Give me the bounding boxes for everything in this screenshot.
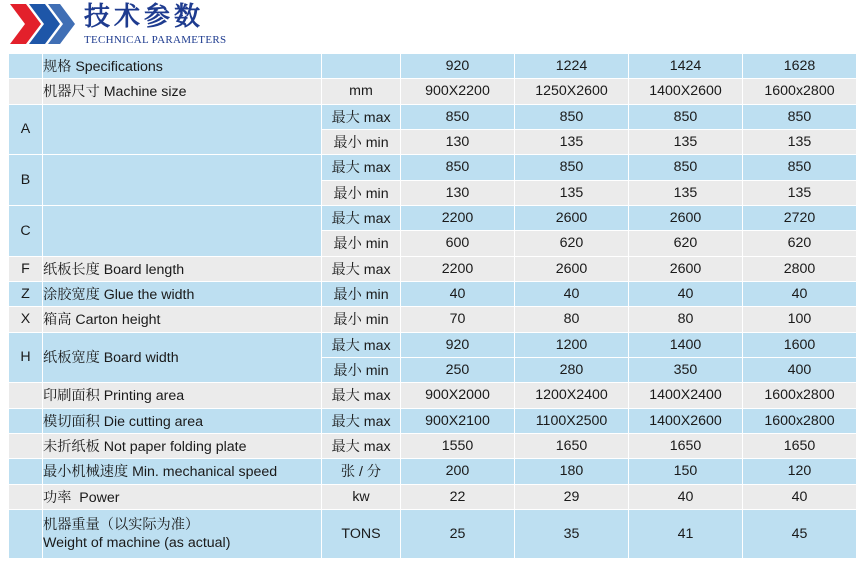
row-value: 40 <box>743 484 857 509</box>
table-row <box>9 433 857 458</box>
row-value: 80 <box>515 307 629 332</box>
row-value: 1600x2800 <box>743 79 857 104</box>
row-value: 1628 <box>743 54 857 79</box>
row-code <box>9 459 43 484</box>
table-row <box>9 408 857 433</box>
row-value: 40 <box>629 484 743 509</box>
row-value: 25 <box>401 509 515 558</box>
row-value: 80 <box>629 307 743 332</box>
row-value: 1600x2800 <box>743 383 857 408</box>
row-name: 涂胶宽度 Glue the width <box>43 281 322 306</box>
header <box>0 0 860 52</box>
row-code <box>9 383 43 408</box>
row-name: 箱高 Carton height <box>43 307 322 332</box>
row-value: 100 <box>743 307 857 332</box>
row-value: 41 <box>629 509 743 558</box>
row-value: 2600 <box>515 256 629 281</box>
row-value: 1600 <box>743 332 857 357</box>
row-code: Z <box>9 281 43 306</box>
row-unit: 最大 max <box>322 205 401 230</box>
row-name <box>43 155 322 206</box>
row-value: 1550 <box>401 433 515 458</box>
brand-chevron-logo <box>10 4 76 44</box>
row-value: 1400X2600 <box>629 79 743 104</box>
row-value: 600 <box>401 231 515 256</box>
row-value: 2200 <box>401 256 515 281</box>
row-value: 850 <box>743 155 857 180</box>
row-value: 2600 <box>515 205 629 230</box>
row-value: 1424 <box>629 54 743 79</box>
row-value: 1100X2500 <box>515 408 629 433</box>
row-value: 40 <box>515 281 629 306</box>
row-value: 850 <box>515 155 629 180</box>
row-name <box>43 104 322 155</box>
row-value: 135 <box>515 129 629 154</box>
row-unit: 最小 min <box>322 129 401 154</box>
row-code <box>9 79 43 104</box>
row-code <box>9 54 43 79</box>
row-value: 850 <box>629 155 743 180</box>
row-name: 最小机械速度 Min. mechanical speed <box>43 459 322 484</box>
row-value: 1200X2400 <box>515 383 629 408</box>
row-code: H <box>9 332 43 383</box>
row-value: 45 <box>743 509 857 558</box>
row-value: 850 <box>401 155 515 180</box>
row-unit: 最大 max <box>322 155 401 180</box>
row-name <box>43 205 322 256</box>
row-value: 150 <box>629 459 743 484</box>
row-value: 2200 <box>401 205 515 230</box>
table-row <box>9 383 857 408</box>
table-row <box>9 256 857 281</box>
row-code: B <box>9 155 43 206</box>
row-unit: 最大 max <box>322 256 401 281</box>
row-value: 2600 <box>629 205 743 230</box>
row-code <box>9 433 43 458</box>
table-row <box>9 104 857 129</box>
row-value: 900X2000 <box>401 383 515 408</box>
table-row <box>9 484 857 509</box>
row-name: 规格 Specifications <box>43 54 322 79</box>
row-name: 纸板长度 Board length <box>43 256 322 281</box>
row-value: 1650 <box>629 433 743 458</box>
row-unit: TONS <box>322 509 401 558</box>
row-value: 620 <box>743 231 857 256</box>
row-value: 900X2100 <box>401 408 515 433</box>
spec-table <box>8 53 857 559</box>
row-unit: 最小 min <box>322 231 401 256</box>
row-value: 850 <box>743 104 857 129</box>
row-value: 1600x2800 <box>743 408 857 433</box>
row-value: 40 <box>743 281 857 306</box>
row-value: 400 <box>743 357 857 382</box>
row-value: 920 <box>401 332 515 357</box>
row-value: 1200 <box>515 332 629 357</box>
row-value: 850 <box>401 104 515 129</box>
row-code <box>9 408 43 433</box>
row-name-cn: 机器重量（以实际为准） <box>43 516 200 533</box>
row-value: 900X2200 <box>401 79 515 104</box>
row-value: 620 <box>515 231 629 256</box>
table-row <box>9 54 857 79</box>
row-unit: 最大 max <box>322 433 401 458</box>
row-value: 40 <box>401 281 515 306</box>
row-unit: 最大 max <box>322 383 401 408</box>
row-value: 2800 <box>743 256 857 281</box>
row-value: 850 <box>515 104 629 129</box>
row-value: 1650 <box>743 433 857 458</box>
row-value: 135 <box>743 180 857 205</box>
row-code: X <box>9 307 43 332</box>
row-name: 印刷面积 Printing area <box>43 383 322 408</box>
row-value: 135 <box>629 129 743 154</box>
row-value: 35 <box>515 509 629 558</box>
row-value: 250 <box>401 357 515 382</box>
row-name: 机器尺寸 Machine size <box>43 79 322 104</box>
row-code: A <box>9 104 43 155</box>
row-unit: 最大 max <box>322 408 401 433</box>
row-name: 模切面积 Die cutting area <box>43 408 322 433</box>
page-title: 技术参数 <box>84 2 205 32</box>
row-value: 2720 <box>743 205 857 230</box>
table-row <box>9 307 857 332</box>
row-code <box>9 509 43 558</box>
row-value: 40 <box>629 281 743 306</box>
table-row <box>9 459 857 484</box>
row-unit: 张 / 分 <box>322 459 401 484</box>
row-value: 200 <box>401 459 515 484</box>
row-unit: 最大 max <box>322 332 401 357</box>
row-value: 1400X2600 <box>629 408 743 433</box>
row-unit: mm <box>322 79 401 104</box>
row-value: 135 <box>743 129 857 154</box>
row-value: 1400 <box>629 332 743 357</box>
table-row <box>9 79 857 104</box>
row-value: 130 <box>401 180 515 205</box>
row-code <box>9 484 43 509</box>
row-value: 620 <box>629 231 743 256</box>
row-value: 1224 <box>515 54 629 79</box>
row-value: 120 <box>743 459 857 484</box>
row-value: 22 <box>401 484 515 509</box>
table-row <box>9 155 857 180</box>
row-unit <box>322 54 401 79</box>
row-name: 功率 Power <box>43 484 322 509</box>
row-unit: 最小 min <box>322 307 401 332</box>
table-row <box>9 509 857 558</box>
row-value: 135 <box>515 180 629 205</box>
row-value: 850 <box>629 104 743 129</box>
row-name <box>43 509 322 558</box>
row-value: 1650 <box>515 433 629 458</box>
row-value: 280 <box>515 357 629 382</box>
table-row <box>9 281 857 306</box>
row-value: 130 <box>401 129 515 154</box>
page-subtitle: TECHNICAL PARAMETERS <box>84 34 227 46</box>
row-value: 1400X2400 <box>629 383 743 408</box>
row-code: F <box>9 256 43 281</box>
row-value: 180 <box>515 459 629 484</box>
row-value: 1250X2600 <box>515 79 629 104</box>
row-unit: kw <box>322 484 401 509</box>
row-unit: 最小 min <box>322 281 401 306</box>
row-name: 未折纸板 Not paper folding plate <box>43 433 322 458</box>
row-unit: 最小 min <box>322 357 401 382</box>
row-value: 350 <box>629 357 743 382</box>
row-value: 2600 <box>629 256 743 281</box>
row-unit: 最小 min <box>322 180 401 205</box>
row-value: 920 <box>401 54 515 79</box>
row-value: 135 <box>629 180 743 205</box>
row-value: 29 <box>515 484 629 509</box>
table-row <box>9 205 857 230</box>
table-row <box>9 332 857 357</box>
row-code: C <box>9 205 43 256</box>
row-name: 纸板宽度 Board width <box>43 332 322 383</box>
row-unit: 最大 max <box>322 104 401 129</box>
row-name-en: Weight of machine (as actual) <box>43 534 231 551</box>
row-value: 70 <box>401 307 515 332</box>
